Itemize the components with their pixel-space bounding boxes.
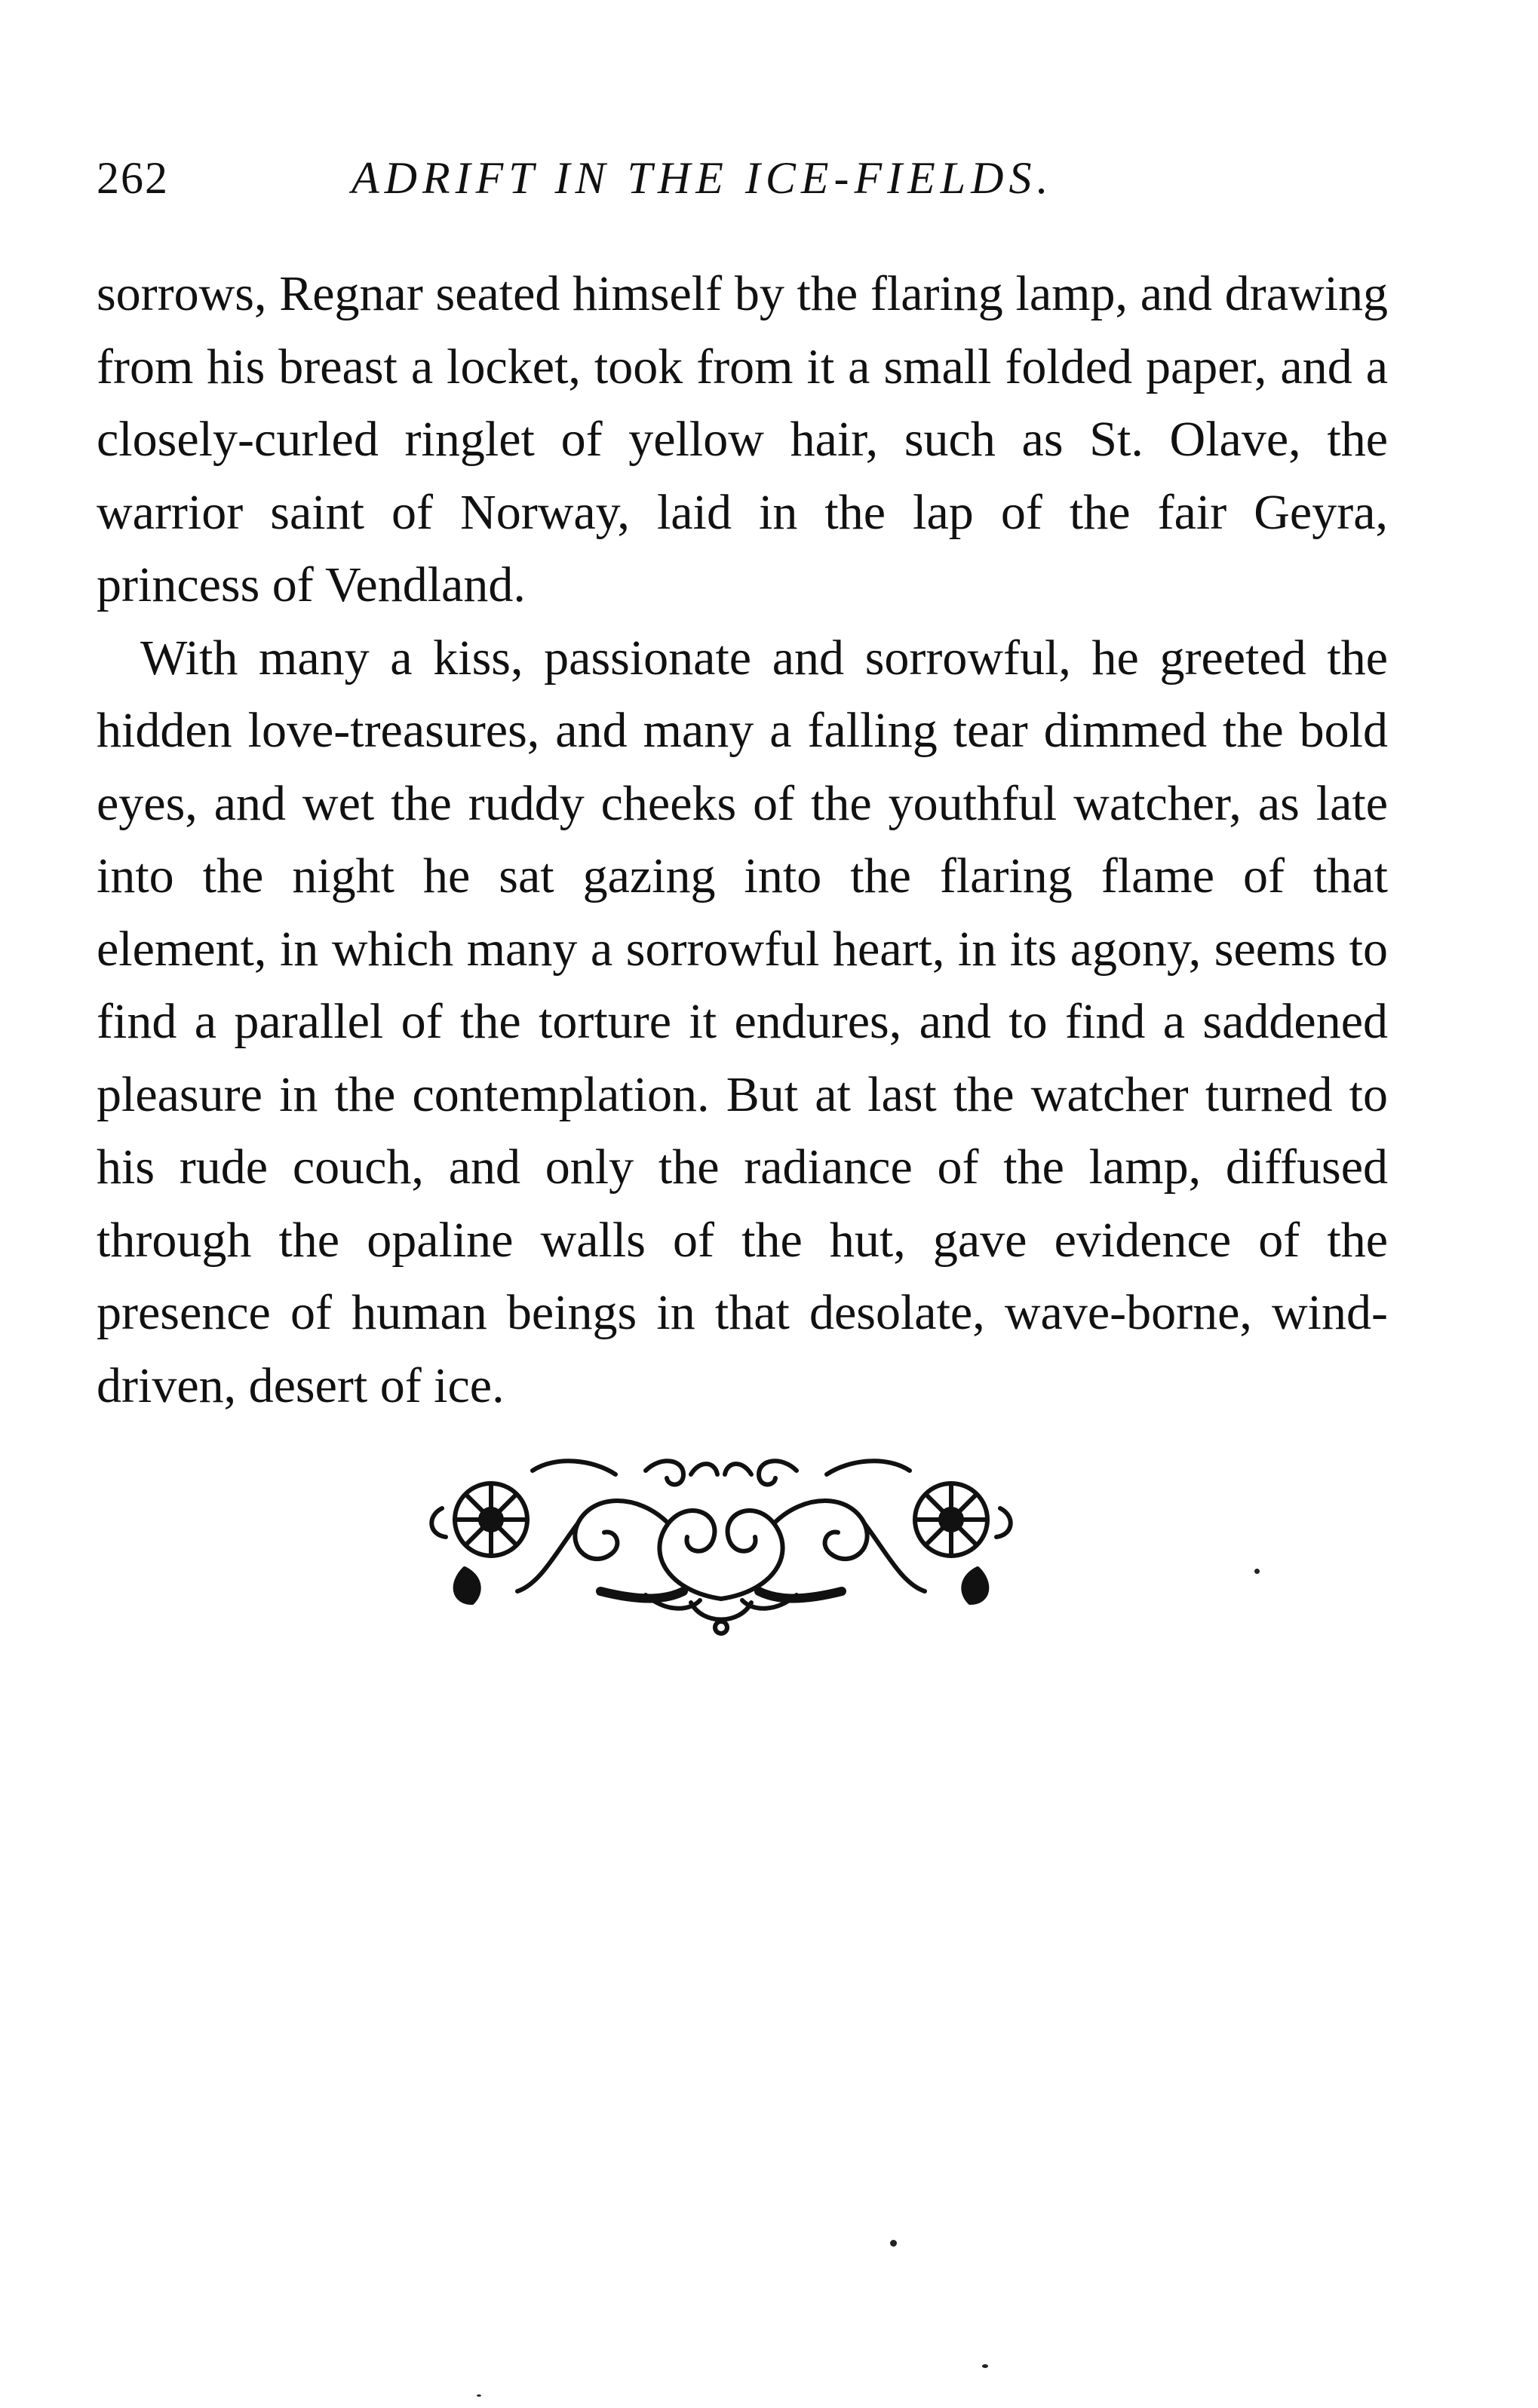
paragraph-continued: sorrows, Regnar seated himself by the flaring lamp, and drawing from his breast a locket, took from it a small folded paper, and a closely-curled ringlet of yellow hair, such as St. Olave, the warrior saint of Norway, laid in the lap of the fair Geyra, princess of Vendland. [97,266,1388,612]
ink-speck [982,2364,988,2368]
ink-speck [1254,1569,1260,1574]
running-head [97,148,1388,208]
ink-speck [477,2394,481,2397]
running-title: ADRIFT IN THE ICE-FIELDS. [351,153,1054,203]
paragraph: With many a kiss, passionate and sorrowful, he greeted the hidden love-treasures, and many a falling tear dimmed the bold eyes, and wet the ruddy cheeks of the youthful watcher, as late into the night he sat gazing into the flaring flame of that element, in which many a sorrowful heart, in its agony, seems to find a parallel of the torture it endures, and to find a saddened pleasure in the contemplation. But at last the watcher turned to his rude couch, and only the radiance of the lamp, diffused through the opaline walls of the hut, gave evidence of the presence of human beings in that desolate, wave-borne, wind-driven, desert of ice. [97,630,1388,1413]
floral-tailpiece-icon [419,1440,1023,1637]
ink-speck [890,2240,897,2247]
body-text [97,258,1388,1422]
page-number: 262 [97,153,169,203]
